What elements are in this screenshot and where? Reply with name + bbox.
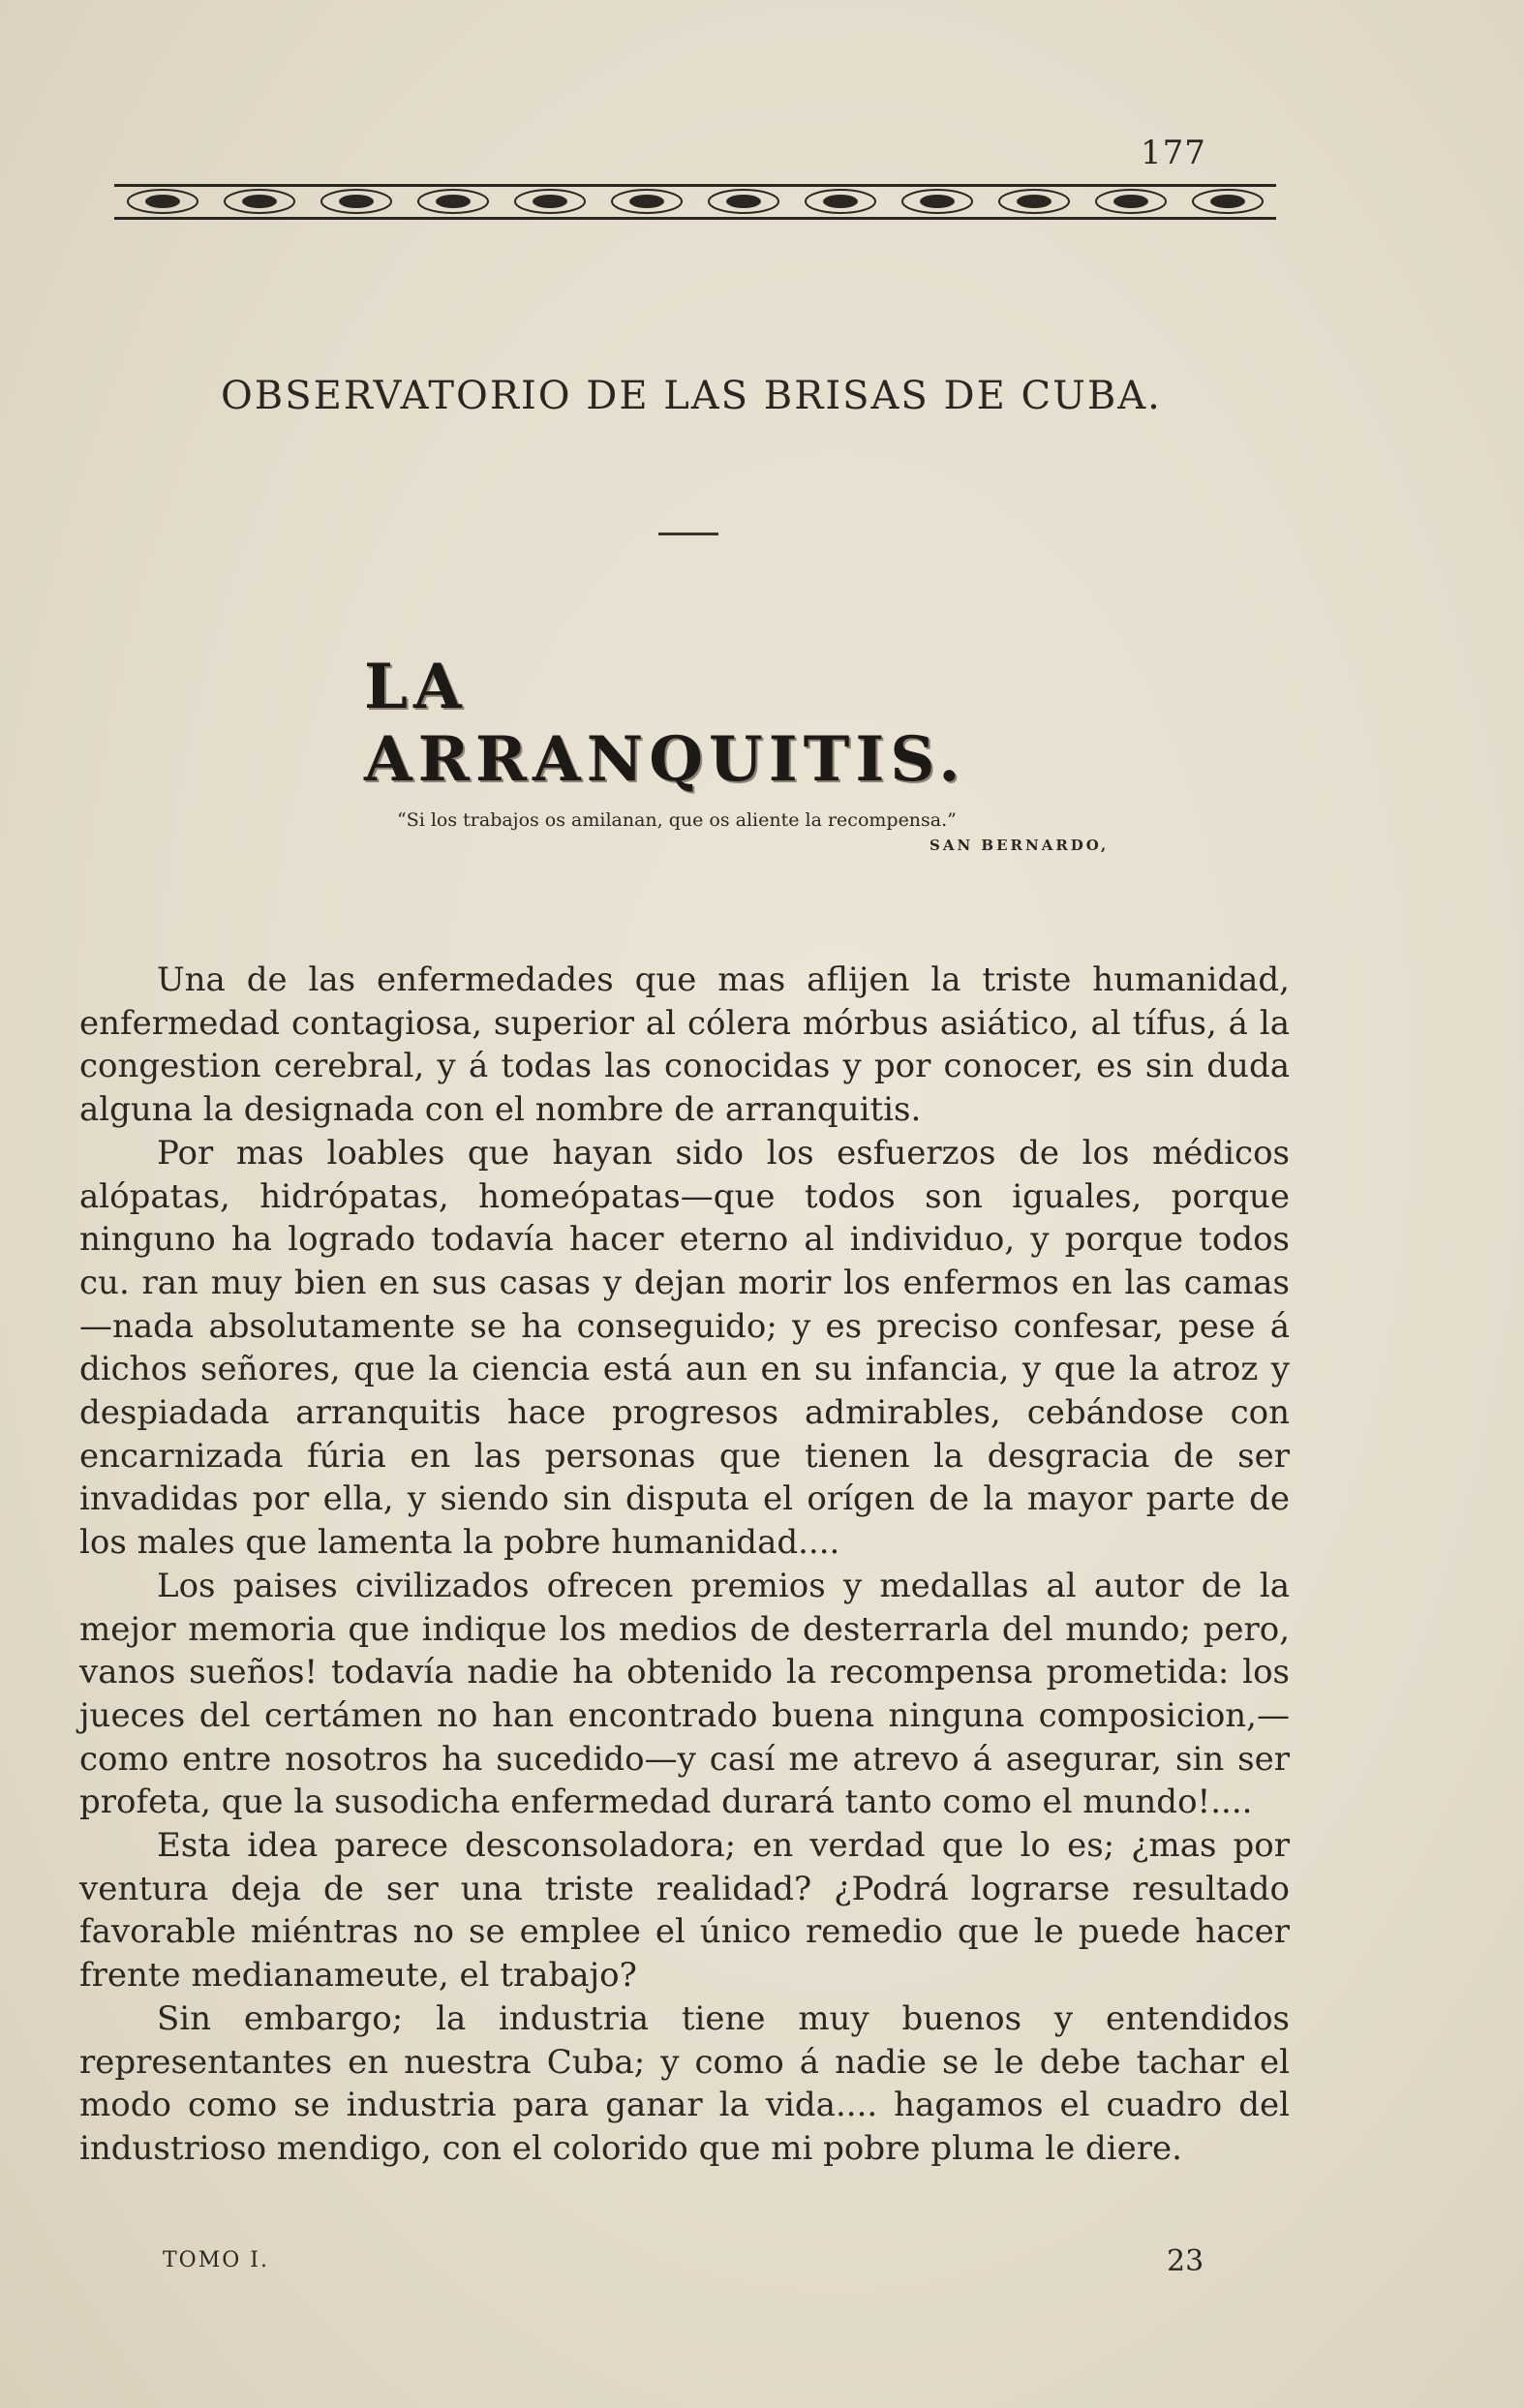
article-body <box>79 959 1290 2171</box>
paragraph: Los paises civilizados ofrecen premios y medallas al autor de la mejor memoria que indique los medios de desterrarla del mundo; pero, vanos sueños! todavía nadie ha obtenido la recompensa prometida: los jueces del certámen no han encontrado buena ninguna composicion,—como entre nosotros ha sucedido—y casí me atrevo á asegurar, sin ser profeta, que la susodicha enfermedad durará tanto como el mundo!.... <box>79 1566 1290 1822</box>
page-number: 177 <box>1141 134 1206 172</box>
paragraph: Por mas loables que hayan sido los esfuerzos de los médicos alópatas, hidrópatas, homeópatas—que todos son iguales, porque ninguno ha logrado todavía hacer eterno al individuo, y porque todos cu. ran muy bien en sus casas y dejan morir los enfermos en las camas—nada absolutamente se ha conseguido; y es preciso confesar, pese á dichos señores, que la ciencia está aun en su infancia, y que la atroz y despiadada arranquitis hace progresos admirables, cebándose con encarnizada fúria en las personas que tienen la desgracia de ser invadidas por ella, y siendo sin disputa el orígen de la mayor parte de los males que lamenta la pobre humanidad.... <box>79 1133 1290 1563</box>
volume-label: TOMO I. <box>163 2248 269 2272</box>
section-title: OBSERVATORIO DE LAS BRISAS DE CUBA. <box>221 374 1162 418</box>
signature-mark: 23 <box>1167 2244 1204 2278</box>
paragraph: Esta idea parece desconsoladora; en verdad que lo es; ¿mas por ventura deja de ser una triste realidad? ¿Podrá lograrse resultado favorable miéntras no se emplee el único remedio que le puede hacer frente medianameute, el trabajo? <box>79 1826 1290 1996</box>
article-title: LA ARRANQUITIS. <box>364 651 966 796</box>
paragraph: Una de las enfermedades que mas aflijen la triste humanidad, enfermedad contagiosa, superior al cólera mórbus asiático, al tífus, á la congestion cerebral, y á todas las conocidas y por conocer, es sin duda alguna la designada con el nombre de arranquitis. <box>79 960 1290 1130</box>
title-divider <box>658 533 718 535</box>
decorative-border-ornament <box>114 174 1276 229</box>
epigraph-quote: “Si los trabajos os amilanan, que os aliente la recompensa.” <box>397 809 957 831</box>
epigraph-author: SAN BERNARDO, <box>930 837 1110 854</box>
paragraph: Sin embargo; la industria tiene muy buenos y entendidos representantes en nuestra Cuba; y como á nadie se le debe tachar el modo como se industria para ganar la vida.... hagamos el cuadro del industrioso mendigo, con el colorido que mi pobre pluma le diere. <box>79 1998 1290 2168</box>
epigraph <box>397 809 1191 854</box>
